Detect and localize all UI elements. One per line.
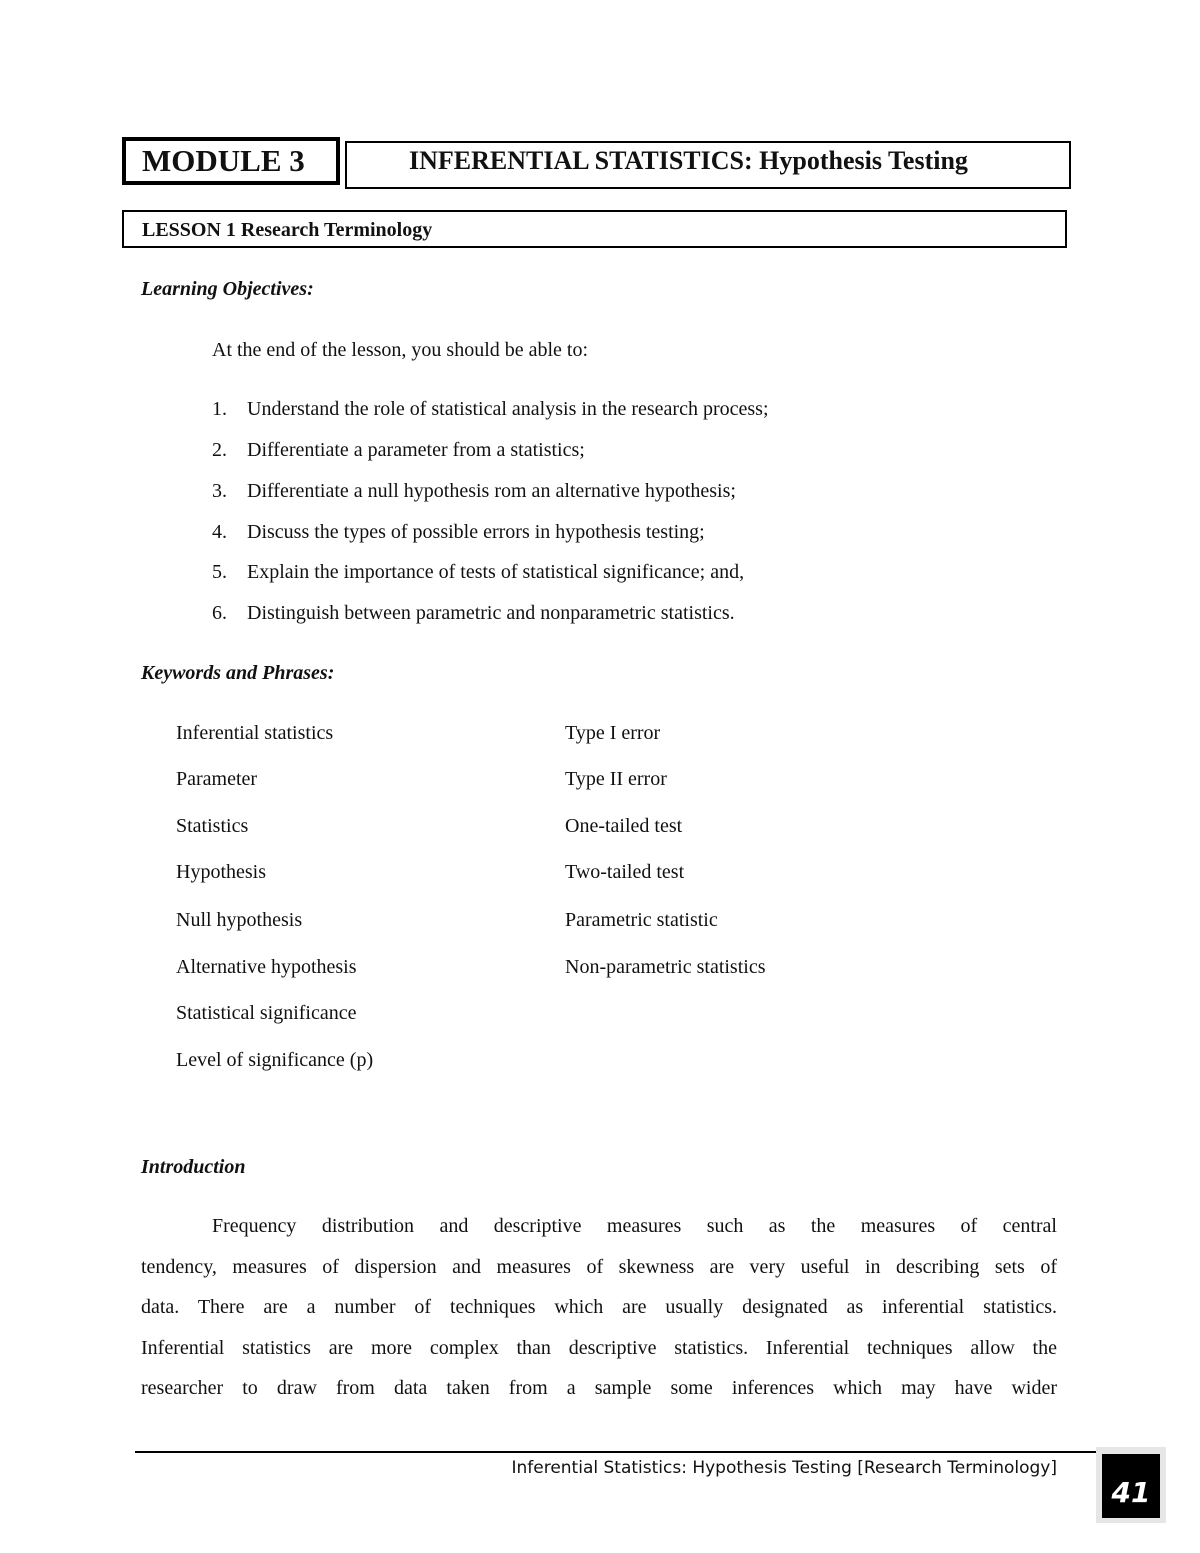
module-title: INFERENTIAL STATISTICS: Hypothesis Testing: [345, 141, 1071, 189]
module-label: MODULE 3: [122, 137, 340, 185]
keyword: Non-parametric statistics: [565, 956, 766, 978]
paragraph-line: Inferential statistics are more complex than descriptive statistics. Inferential techniques allow the: [141, 1336, 1057, 1359]
objective-text: Explain the importance of tests of statistical significance; and,: [247, 561, 745, 583]
page-number: 41: [1102, 1454, 1160, 1518]
objective-text: Differentiate a parameter from a statistics;: [247, 439, 585, 461]
keyword: Alternative hypothesis: [176, 956, 357, 978]
keyword: Level of significance (p): [176, 1049, 374, 1071]
keyword: Statistical significance: [176, 1002, 357, 1024]
keyword: Parameter: [176, 768, 258, 790]
objective-number: 6.: [212, 602, 227, 624]
keyword: Type II error: [565, 768, 667, 790]
objective-number: 5.: [212, 561, 227, 583]
keyword: Parametric statistic: [565, 909, 718, 931]
keyword: Type I error: [565, 722, 661, 744]
keywords-heading: Keywords and Phrases:: [141, 662, 335, 684]
objectives-intro: At the end of the lesson, you should be able to:: [212, 339, 589, 361]
footer-rule: [135, 1451, 1157, 1453]
objective-text: Distinguish between parametric and nonparametric statistics.: [247, 602, 735, 624]
objective-text: Understand the role of statistical analysis in the research process;: [247, 398, 769, 420]
learning-objectives-heading: Learning Objectives:: [141, 278, 314, 300]
objective-text: Discuss the types of possible errors in hypothesis testing;: [247, 521, 705, 543]
keyword: One-tailed test: [565, 815, 683, 837]
paragraph-line: tendency, measures of dispersion and measures of skewness are very useful in describing sets of: [141, 1255, 1057, 1278]
objective-number: 2.: [212, 439, 227, 461]
introduction-heading: Introduction: [141, 1156, 246, 1178]
paragraph-line: data. There are a number of techniques which are usually designated as inferential statistics.: [141, 1296, 1057, 1318]
keyword: Two-tailed test: [565, 861, 685, 883]
objective-number: 3.: [212, 480, 227, 502]
objective-number: 4.: [212, 521, 227, 543]
objective-number: 1.: [212, 398, 227, 420]
keyword: Null hypothesis: [176, 909, 303, 931]
lesson-label: LESSON 1 Research Terminology: [122, 210, 1067, 248]
paragraph-line: Frequency distribution and descriptive measures such as the measures of central: [212, 1215, 1057, 1237]
paragraph-line: researcher to draw from data taken from a sample some inferences which may have wider: [141, 1377, 1057, 1399]
introduction-paragraph: [141, 1206, 1057, 1409]
keyword: Statistics: [176, 815, 249, 837]
objective-text: Differentiate a null hypothesis rom an alternative hypothesis;: [247, 480, 736, 502]
keyword: Inferential statistics: [176, 722, 334, 744]
footer-running-title: Inferential Statistics: Hypothesis Testing [Research Terminology]: [511, 1458, 1057, 1478]
keyword: Hypothesis: [176, 861, 266, 883]
